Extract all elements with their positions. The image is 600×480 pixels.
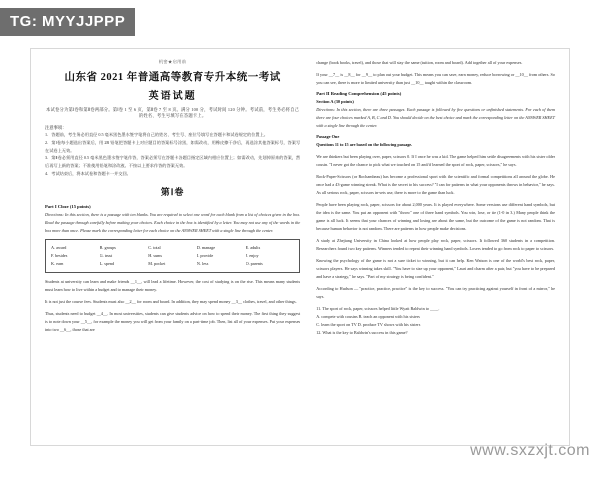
question-item: 12. What is the key to Baldwin's success in this game?	[316, 329, 408, 335]
left-column	[45, 59, 310, 437]
question-options: A. compete with cousins B. teach an opponent with his sisters	[316, 313, 420, 319]
passage-paragraph: A study at Zhejiang University in China looked at how people play rock, paper, scissors. It followed 360 students in a competition. Researchers found two key patterns. Winners tended to repeat their winning hand symbols. Losers tended to go from rock to paper to scissors.	[316, 238, 555, 252]
right-column	[310, 59, 555, 437]
page-columns	[31, 49, 569, 445]
word-bank-cell: J. enjoy	[245, 253, 259, 259]
confidential-stamp: 机密★启用前	[158, 59, 187, 64]
notice-item: 2．第Ⅰ卷每小题选出答案后，用 2B 铅笔把答题卡上对应题目的答案标号涂黑，如需改动，用橡皮擦干净后，再选涂其他答案标号，答案写在试卷上无效。	[45, 139, 301, 153]
passage-paragraph: People have been playing rock, paper, scissors for about 2,000 years. It is played everywhere. Some versions use different hand symbols, but the idea is the same. You put an opponent with "throw" one of three hand symbols. You win, lose, or tie (1-0 in 3.) Many people think the game is all luck. It seems that your chances of winning and losing are about the same, but the outcome of the game is not random. That is because human behavior is not random. There are patterns in how people make decisions.	[316, 201, 555, 232]
word-bank-cell: B. groups	[99, 245, 116, 251]
site-watermark: www.sxzxjt.com	[470, 442, 590, 459]
page-title: 山东省 2021 年普通高等教育专升本统一考试	[64, 72, 281, 83]
part1-directions: Directions: In this section, there is a passage with ten blanks. You are required to select one word for each blank from a list of choices given in the box. Read the passage through carefully before making your choices. Each choice in the box is identified by a letter. You may not use any of the words in the box more than once. Please mark the corresponding letter for each choice on the ANSWER SHEET with a single line through the center.	[45, 211, 301, 234]
word-bank-box	[45, 239, 300, 273]
cloze-continuation: If your __7__ is __8__ for __9__ to plan out your budget. This means you can save, earn money, reduce borrowing or __10__ from others. So you can see, there is more to limited university than just __10__ taught within the classroom.	[316, 71, 555, 85]
cloze-continuation: change (book books, travel), and those that will stay the same (tuition, room and board). Add together all of your expenses.	[316, 60, 523, 65]
cloze-paragraph: Students at university can learn and make friends __1__, will lead a lifetime. However, the cost of studying is on the rise. This means many students must learn how to live within a budget and to manage their money.	[45, 279, 301, 293]
cloze-paragraph: Thus, students need to budget __4__. In most universities, students can give students advice on how to spend their money. The first thing they suggest is to note down your __5__, for example the money you will get from your family on a part-time job. Then, list all of your expenses. Put your expenses into two __6__, those that are	[45, 310, 301, 333]
word-bank-cell: A. award	[51, 245, 67, 251]
word-bank-cell: F. besides	[51, 253, 68, 259]
word-bank-cell: C. total	[148, 245, 161, 251]
exam-meta-line: 本试卷分为第Ⅰ卷和第Ⅱ卷两部分。第Ⅰ卷 1 至 6 页，第Ⅱ卷 7 至 8 页。满分 100 分，考试时间 120 分钟。考试前，考生务必将自己的姓名、考生号填写在答题卡上。	[45, 107, 300, 119]
passage-paragraph: Knowing the psychology of the game is not a sure ticket to winning, but it can help. Ken Watson is one of the world's best rock, paper, scissors players. He says winning takes skill. "You have to size up your opponent," Lauri and charm after a pair, but "you have to be prepared and have a strategy," he says. "Part of my strategy is being confident."	[316, 257, 555, 280]
word-bank-row	[51, 260, 294, 268]
section-a-directions: Directions: In this section, there are three passages. Each passage is followed by five questions or unfinished statements. For each of them there are four choices marked A, B, C and D. You should decide on the best choice and mark the corresponding letter on the ANSWER SHEET with a single line through the center.	[316, 107, 555, 129]
passage-one-heading: Passage One	[316, 134, 340, 140]
notice-heading: 注意事项：	[45, 125, 67, 131]
word-bank-cell: E. adults	[245, 245, 261, 251]
notice-item: 4．考试结束后，将本试卷和答题卡一并交回。	[45, 171, 131, 176]
word-bank-cell: H. sums	[148, 253, 163, 259]
passage-question-range: Questions 11 to 15 are based on the following passage.	[316, 142, 413, 148]
part1-title: Part I Cloze (15 points)	[45, 203, 91, 209]
question-options: C. learn the sport on TV D. produce TV shows with his sisters	[316, 321, 421, 327]
passage-paragraph: Rock-Paper-Scissors (or Rochambeau) has become a professional sport with the scientific and formal competitions all around the globe. He once had a 43-game winning streak. What is the secret to his success? "I can for patterns in what your opponents throws in behavior," he says. As all serious rock, paper, scissors in-sets use, there is more to the game than luck.	[316, 173, 555, 196]
passage-paragraph: According to Hudson — "practice, practice, practice" is the key to success. "You can try practicing against yourself in front of a mirror," he says.	[316, 285, 555, 300]
scanned-exam-page	[30, 48, 570, 446]
word-bank-row	[51, 252, 294, 260]
word-bank-cell: M. pocket	[148, 261, 166, 267]
word-bank-cell: G. trust	[99, 253, 113, 259]
part2-title: Part II Reading Comprehension (45 points)	[316, 91, 402, 97]
notice-item: 3．第Ⅱ卷必须用直径 0.5 毫米黑色墨水签字笔作答，答案必须写在答题卡各题目指定区域内相应位置上；如需改动，先划掉原来的答案，然后再写上新的答案；不准使用铅笔和涂改液。不按以上要求作答的答案无效。	[45, 155, 301, 169]
word-bank-row	[51, 244, 294, 252]
word-bank-cell: D. manage	[196, 245, 216, 251]
cloze-paragraph: It is not just the course fees. Students must also __2__ for room and board. In addition, they may spend money __3__ clothes, travel, and other things.	[45, 299, 297, 305]
word-bank-cell: I. provide	[196, 253, 214, 259]
telegram-watermark-badge: TG: MYYJJPPP	[0, 8, 135, 36]
word-bank-cell: N. less	[196, 261, 209, 267]
section-a-title: Section A (30 points)	[316, 99, 354, 105]
part-one-banner: 第Ⅰ卷	[160, 186, 185, 197]
question-item: 11. The sport of rock, paper, scissors helped little Wyatt Baldwin to ____.	[316, 305, 440, 311]
notice-item: 1．答题前，考生务必用直径 0.5 毫米黑色墨水签字笔将自己的姓名、考生号、座位号填写在答题卡和试卷规定的位置上。	[45, 132, 268, 138]
word-bank-cell: L. spend	[99, 261, 115, 267]
word-bank-cell: K. earn	[51, 261, 64, 267]
passage-paragraph: We are thinkers but been playing over, paper, scissors 0. If I once he was a kid. The game helped him settle disagreements with his sister older cousin. "I never got the chance to pick what we touched on 15 and/if learned the sport of rock, paper, scissors," he says.	[316, 153, 555, 167]
word-bank-cell: O. parents	[245, 261, 263, 267]
page-subtitle: 英语试题	[148, 91, 197, 103]
